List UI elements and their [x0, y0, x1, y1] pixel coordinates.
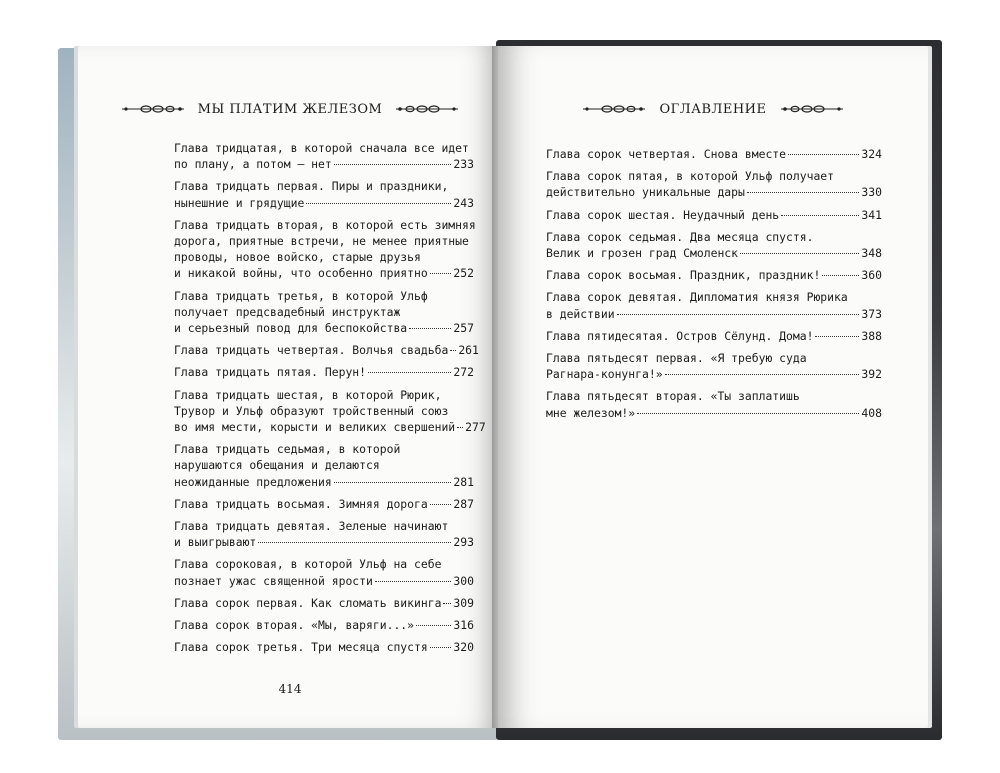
toc-entry-text: Глава пятьдесят первая. «Я требую суда	[546, 351, 807, 366]
toc-entry-page: 261	[458, 343, 479, 358]
toc-entry-text: Глава пятидесятая. Остров Сёлунд. Дома!	[546, 328, 814, 343]
toc-entry-text: Трувор и Ульф образуют тройственный союз	[174, 403, 449, 418]
dot-leader	[443, 603, 451, 604]
toc-entry-text: получает предсвадебный инструктаж	[174, 304, 401, 319]
right-header-title: ОГЛАВЛЕНИЕ	[659, 101, 767, 117]
toc-entry-text: Глава сорок третья. Три месяца спустя	[174, 640, 428, 655]
toc-entry-page: 287	[453, 496, 474, 511]
toc-entry	[174, 556, 474, 588]
toc-entry	[546, 146, 882, 162]
toc-entry	[174, 617, 474, 633]
left-page	[78, 46, 502, 728]
toc-entry-text: Глава сорок четвертая. Снова вместе	[546, 147, 787, 161]
dot-leader	[457, 427, 463, 428]
dot-leader	[822, 275, 859, 276]
toc-entry-text: Глава тридцать девятая. Зеленые начинают	[174, 519, 449, 534]
toc-entry-text: Глава тридцать четвертая. Волчья свадьба	[174, 343, 449, 358]
dot-leader	[740, 253, 859, 254]
toc-entry-page: 257	[453, 321, 474, 336]
toc-entry	[546, 388, 882, 420]
dot-leader	[258, 542, 451, 543]
toc-entry-text: Велик и грозен град Смоленск	[546, 246, 739, 261]
toc-entry-text: в действии	[546, 306, 615, 321]
dot-leader	[788, 154, 859, 155]
toc-entry-page: 388	[861, 328, 882, 343]
toc-entry-text: Рагнара-конунга!»	[546, 367, 663, 382]
dot-leader	[637, 413, 859, 414]
toc-entry	[174, 342, 479, 358]
toc-entry-text: Глава тридцать первая. Пиры и праздники,	[174, 179, 449, 194]
toc-entry-text: проводы, новое войско, старые друзья	[174, 250, 421, 265]
toc-entry	[546, 207, 882, 223]
toc-entry-text: Глава сорок восьмая. Праздник, праздник!	[546, 268, 821, 283]
left-running-head	[78, 98, 502, 120]
toc-entry-page: 277	[465, 420, 486, 435]
toc-entry-page: 300	[453, 573, 474, 588]
toc-entry-text: нынешние и грядущие	[174, 195, 305, 210]
toc-entry-page: 309	[453, 595, 474, 610]
ornament-left-icon	[122, 103, 184, 115]
toc-entry	[546, 350, 882, 382]
toc-entry-text: и серьезный повод для беспокойства	[174, 321, 408, 336]
dot-leader	[430, 647, 452, 648]
dot-leader	[409, 328, 451, 329]
toc-entry	[546, 328, 882, 344]
toc-entry-text: мне железом!»	[546, 405, 636, 420]
dot-leader	[334, 482, 452, 483]
dot-leader	[617, 314, 860, 315]
toc-entry	[546, 267, 882, 283]
toc-entry-text: Глава пятьдесят вторая. «Ты заплатишь	[546, 389, 800, 404]
toc-entry-page: 272	[453, 365, 474, 380]
dot-leader	[450, 350, 456, 351]
page-number: 414	[278, 682, 302, 696]
dot-leader	[815, 336, 859, 337]
right-toc-list	[546, 146, 882, 427]
toc-entry	[174, 639, 474, 655]
ornament-right-icon	[396, 103, 458, 115]
ornament-left-icon	[583, 103, 645, 115]
toc-entry-page: 316	[453, 618, 474, 633]
toc-entry-text: действительно уникальные дары	[546, 185, 745, 200]
toc-entry-page: 408	[861, 405, 882, 420]
toc-entry-text: Глава сорок девятая. Дипломатия князя Рюрика	[546, 290, 848, 305]
toc-entry	[174, 217, 474, 282]
dot-leader	[430, 504, 452, 505]
toc-entry	[174, 595, 474, 611]
toc-entry	[174, 178, 474, 210]
right-running-head	[498, 98, 928, 120]
toc-entry-text: Глава сорок первая. Как сломать викинга	[174, 595, 442, 610]
toc-entry	[174, 518, 474, 550]
toc-entry-text: и выигрывают	[174, 535, 257, 550]
toc-entry-text: Глава сорок седьмая. Два месяца спустя.	[546, 229, 814, 244]
dot-leader	[430, 273, 452, 274]
toc-entry-text: Глава тридцать пятая. Перун!	[174, 365, 367, 380]
toc-entry-text: познает ужас священной ярости	[174, 573, 373, 588]
toc-entry-page: 320	[453, 640, 474, 655]
toc-entry-text: Глава сорок пятая, в которой Ульф получает	[546, 169, 835, 184]
toc-entry-text: Глава тридцать вторая, в которой есть зимняя	[174, 217, 476, 232]
toc-entry-page: 281	[453, 474, 474, 489]
toc-entry	[174, 288, 474, 337]
toc-entry-text: Глава сорок шестая. Неудачный день	[546, 207, 780, 222]
toc-entry	[546, 289, 882, 321]
toc-entry	[174, 496, 474, 512]
toc-entry-page: 360	[861, 268, 882, 283]
ornament-right-icon	[781, 103, 843, 115]
dot-leader	[375, 581, 452, 582]
toc-entry-page: 243	[453, 195, 474, 210]
toc-entry-text: дорога, приятные встречи, не менее приятные	[174, 234, 469, 249]
toc-entry-page: 293	[453, 535, 474, 550]
toc-entry-page: 233	[453, 157, 474, 172]
toc-entry-text: Глава тридцать шестая, в которой Рюрик,	[174, 387, 442, 402]
toc-entry	[174, 441, 474, 490]
toc-entry	[546, 229, 882, 261]
dot-leader	[416, 625, 451, 626]
toc-entry-text: нарушаются обещания и делаются	[174, 458, 380, 473]
dot-leader	[781, 215, 859, 216]
toc-entry	[174, 140, 474, 172]
toc-entry-text: Глава тридцать восьмая. Зимняя дорога	[174, 496, 428, 511]
left-toc-list	[174, 140, 486, 661]
toc-entry-page: 324	[861, 147, 882, 161]
toc-entry-page: 252	[453, 266, 474, 281]
toc-entry-text: Глава тридцать третья, в которой Ульф	[174, 288, 428, 303]
dot-leader	[368, 372, 451, 373]
toc-entry-page: 330	[861, 185, 882, 200]
toc-entry-page: 392	[861, 367, 882, 382]
toc-entry	[174, 387, 486, 436]
toc-entry-text: во имя мести, корысти и великих свершений	[174, 420, 456, 435]
dot-leader	[747, 192, 860, 193]
toc-entry-text: Глава тридцатая, в которой сначала все идет	[174, 141, 469, 155]
toc-entry-text: и никакой войны, что особенно приятно	[174, 266, 428, 281]
open-book	[58, 40, 942, 740]
right-page	[498, 46, 928, 728]
toc-entry-text: по плану, а потом — нет	[174, 157, 332, 172]
toc-entry	[174, 364, 474, 380]
toc-entry-page: 348	[861, 246, 882, 261]
dot-leader	[306, 203, 451, 204]
toc-entry-text: неожиданные предложения	[174, 474, 332, 489]
toc-entry	[546, 168, 882, 200]
toc-entry-text: Глава сороковая, в которой Ульф на себе	[174, 557, 442, 572]
toc-entry-page: 341	[861, 207, 882, 222]
left-header-title: МЫ ПЛАТИМ ЖЕЛЕЗОМ	[197, 101, 383, 117]
toc-entry-page: 373	[861, 306, 882, 321]
toc-entry-text: Глава сорок вторая. «Мы, варяги...»	[174, 618, 415, 633]
dot-leader	[334, 164, 452, 165]
toc-entry-text: Глава тридцать седьмая, в которой	[174, 442, 401, 457]
dot-leader	[665, 374, 860, 375]
